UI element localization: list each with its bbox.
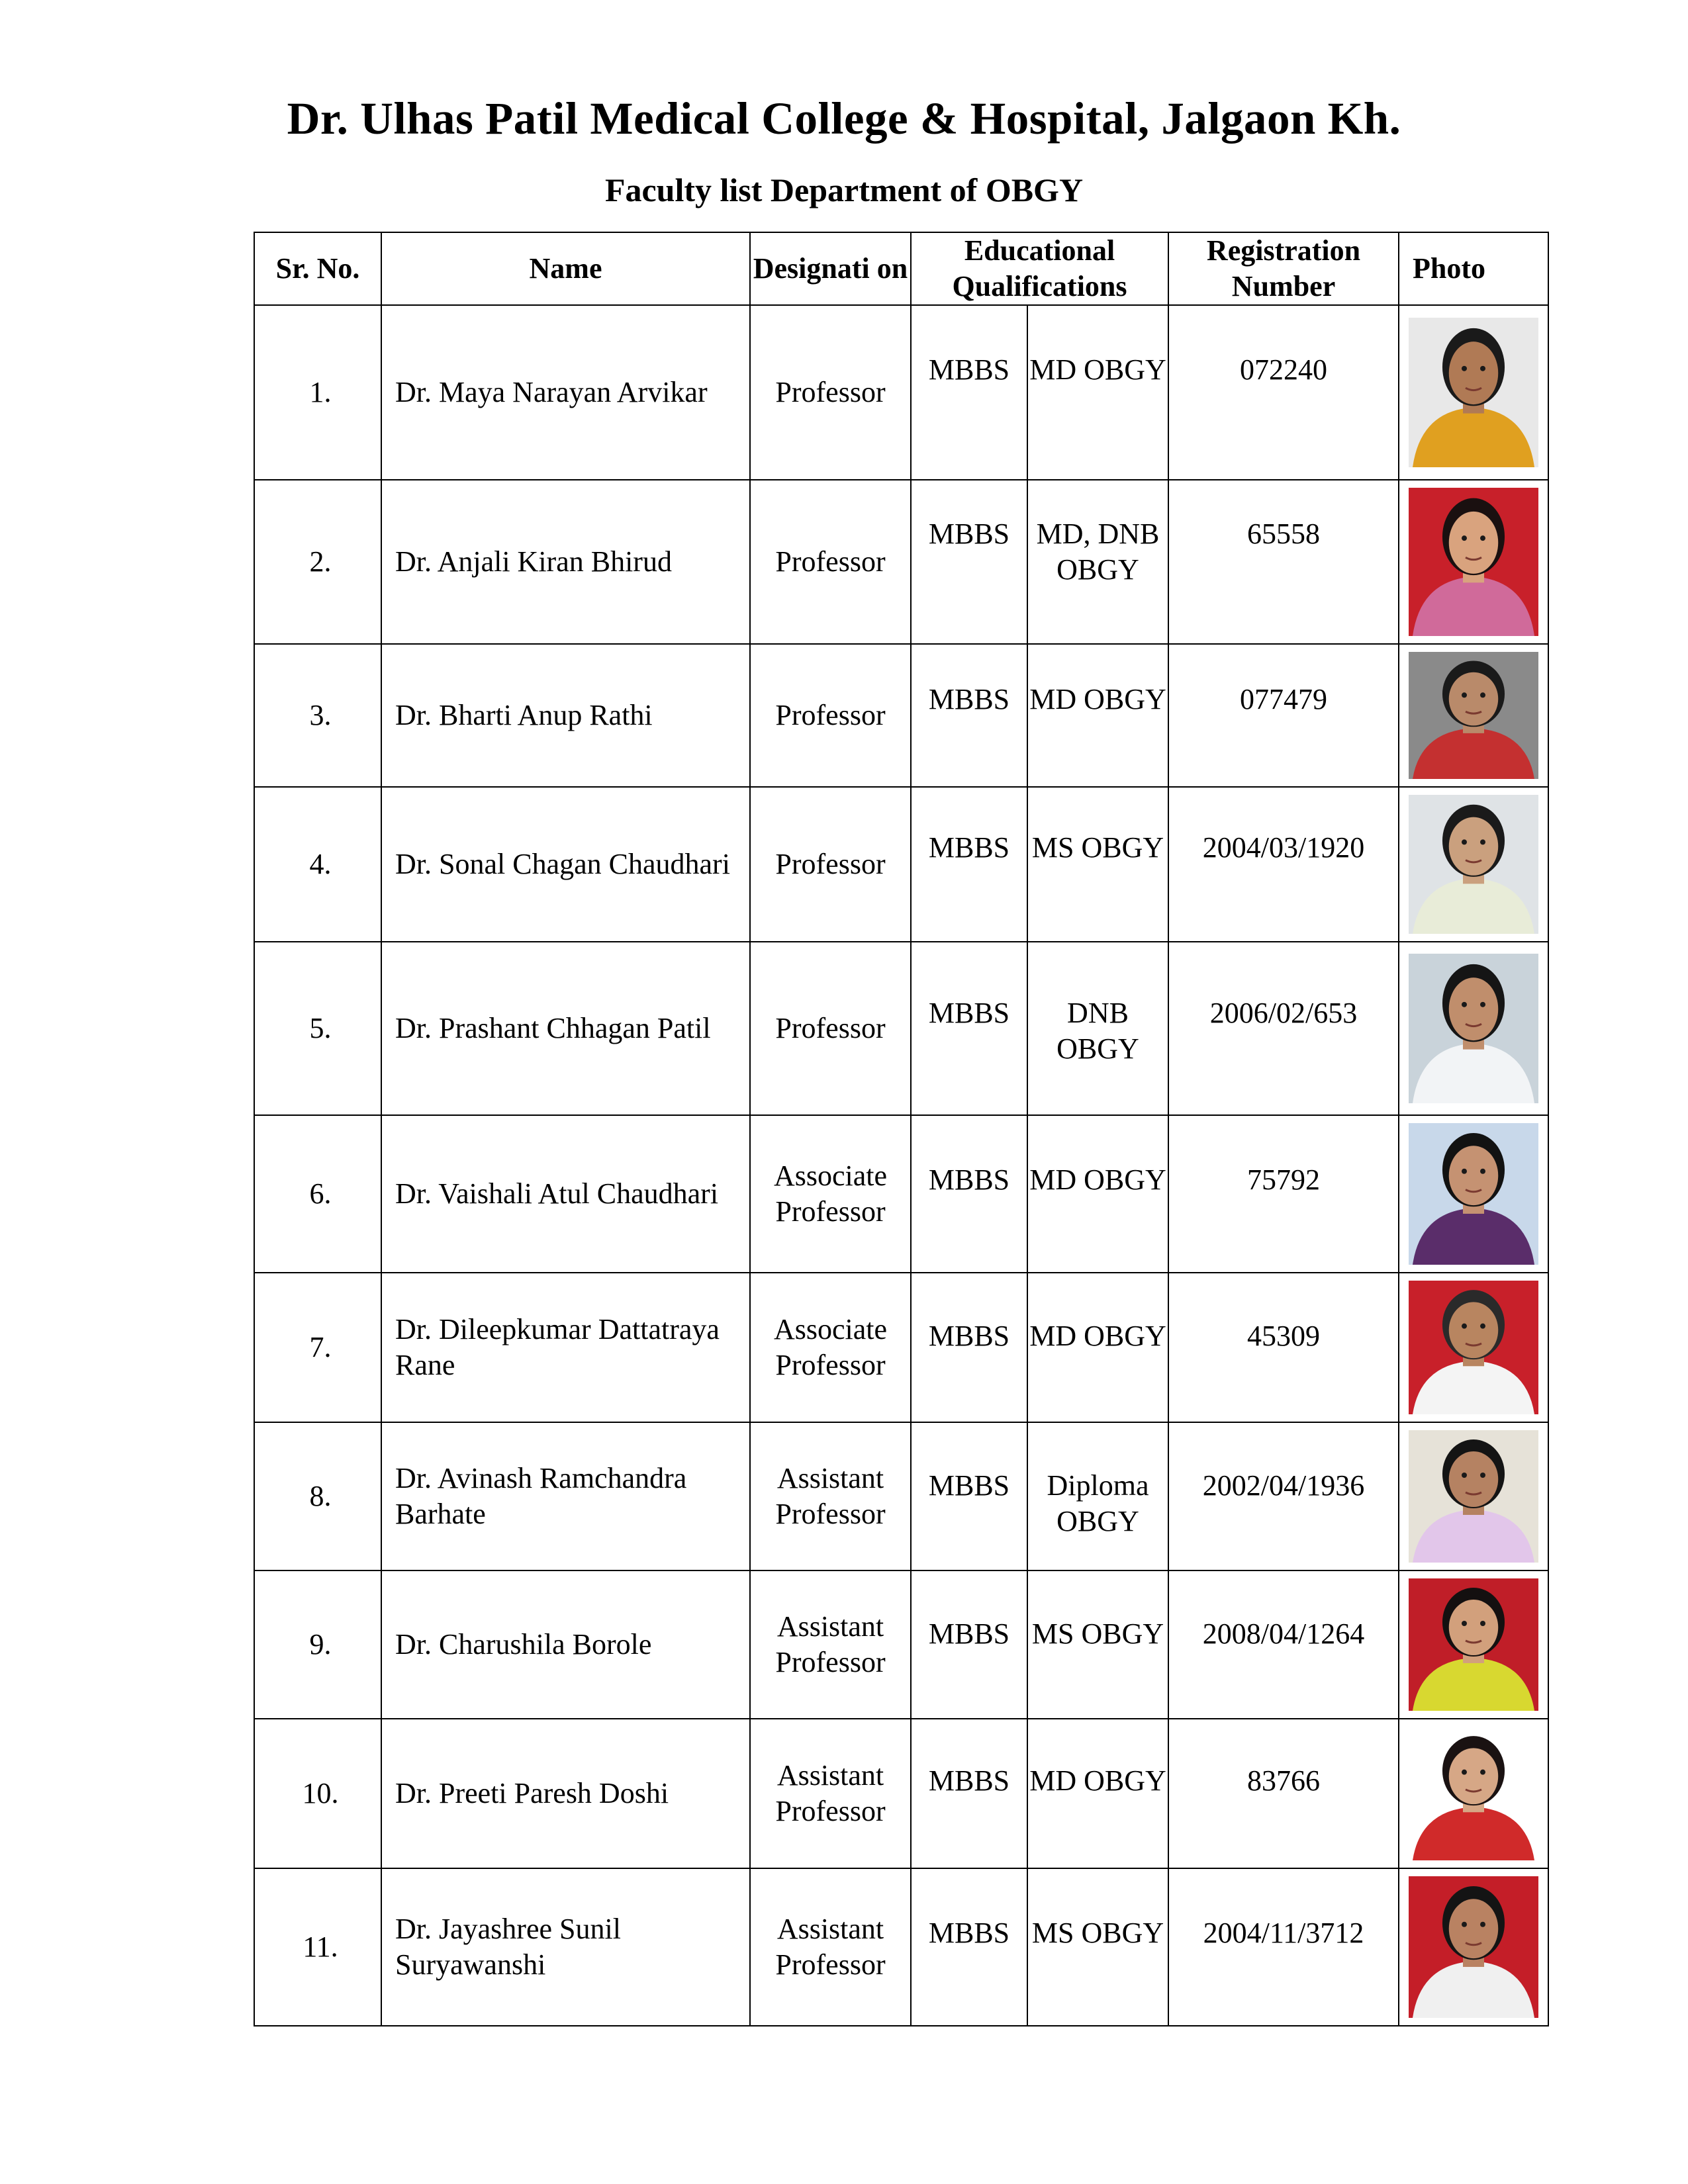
row-sr-no: 11. (254, 1868, 381, 2026)
table-body (254, 305, 1548, 2026)
row-designation: Associate Professor (750, 1115, 911, 1273)
faculty-photo (1409, 1281, 1538, 1414)
row-photo (1399, 480, 1548, 644)
row-photo (1399, 644, 1548, 787)
table-row (254, 1422, 1548, 1570)
row-qualification-secondary: MD OBGY (1027, 1273, 1168, 1422)
row-qualification-secondary: MS OBGY (1027, 1570, 1168, 1719)
row-qualification-secondary: MS OBGY (1027, 787, 1168, 942)
row-qualification-primary: MBBS (911, 305, 1027, 480)
faculty-photo (1409, 1578, 1538, 1711)
row-name: Dr. Anjali Kiran Bhirud (381, 480, 750, 644)
row-registration-number: 2004/03/1920 (1168, 787, 1399, 942)
header-registration: Registration Number (1168, 232, 1399, 305)
faculty-photo (1409, 954, 1538, 1103)
table-row (254, 787, 1548, 942)
faculty-table (254, 232, 1549, 2026)
faculty-photo (1409, 1727, 1538, 1860)
row-designation: Assistant Professor (750, 1570, 911, 1719)
faculty-photo (1409, 1430, 1538, 1563)
row-photo (1399, 305, 1548, 480)
row-registration-number: 2004/11/3712 (1168, 1868, 1399, 2026)
row-designation: Professor (750, 480, 911, 644)
table-row (254, 480, 1548, 644)
row-designation: Assistant Professor (750, 1719, 911, 1868)
row-qualification-secondary: MD OBGY (1027, 644, 1168, 787)
row-sr-no: 3. (254, 644, 381, 787)
page-subtitle: Faculty list Department of OBGY (604, 171, 1084, 208)
row-name: Dr. Preeti Paresh Doshi (381, 1719, 750, 1868)
row-designation: Assistant Professor (750, 1422, 911, 1570)
table-row (254, 1115, 1548, 1273)
row-registration-number: 75792 (1168, 1115, 1399, 1273)
row-qualification-secondary: MS OBGY (1027, 1868, 1168, 2026)
row-name: Dr. Vaishali Atul Chaudhari (381, 1115, 750, 1273)
row-sr-no: 7. (254, 1273, 381, 1422)
row-registration-number: 45309 (1168, 1273, 1399, 1422)
row-registration-number: 2002/04/1936 (1168, 1422, 1399, 1570)
header-photo: Photo (1399, 232, 1548, 305)
table-row (254, 1719, 1548, 1868)
faculty-photo (1409, 318, 1538, 467)
header-designation: Designati on (750, 232, 911, 305)
row-designation: Assistant Professor (750, 1868, 911, 2026)
row-sr-no: 8. (254, 1422, 381, 1570)
row-photo (1399, 1273, 1548, 1422)
row-qualification-secondary: MD OBGY (1027, 305, 1168, 480)
faculty-photo (1409, 652, 1538, 779)
row-qualification-primary: MBBS (911, 1422, 1027, 1570)
row-qualification-primary: MBBS (911, 1570, 1027, 1719)
row-registration-number: 2008/04/1264 (1168, 1570, 1399, 1719)
row-name: Dr. Bharti Anup Rathi (381, 644, 750, 787)
row-photo (1399, 1115, 1548, 1273)
row-name: Dr. Maya Narayan Arvikar (381, 305, 750, 480)
row-name: Dr. Dileepkumar Dattatraya Rane (381, 1273, 750, 1422)
row-designation: Associate Professor (750, 1273, 911, 1422)
row-designation: Professor (750, 305, 911, 480)
table-row (254, 1868, 1548, 2026)
row-name: Dr. Sonal Chagan Chaudhari (381, 787, 750, 942)
row-qualification-primary: MBBS (911, 644, 1027, 787)
row-sr-no: 10. (254, 1719, 381, 1868)
row-name: Dr. Prashant Chhagan Patil (381, 942, 750, 1115)
row-qualification-secondary: MD OBGY (1027, 1115, 1168, 1273)
table-header-row (254, 232, 1548, 305)
faculty-photo (1409, 1123, 1538, 1265)
page-title: Dr. Ulhas Patil Medical College & Hospital, Jalgaon Kh. (287, 93, 1401, 144)
table-row (254, 1273, 1548, 1422)
row-sr-no: 4. (254, 787, 381, 942)
row-name: Dr. Charushila Borole (381, 1570, 750, 1719)
row-registration-number: 077479 (1168, 644, 1399, 787)
row-registration-number: 2006/02/653 (1168, 942, 1399, 1115)
table-row (254, 644, 1548, 787)
row-name: Dr. Jayashree Sunil Suryawanshi (381, 1868, 750, 2026)
row-photo (1399, 942, 1548, 1115)
row-qualification-secondary: MD, DNB OBGY (1027, 480, 1168, 644)
row-registration-number: 65558 (1168, 480, 1399, 644)
faculty-photo (1409, 795, 1538, 934)
row-designation: Professor (750, 644, 911, 787)
row-qualification-primary: MBBS (911, 1115, 1027, 1273)
row-registration-number: 83766 (1168, 1719, 1399, 1868)
row-qualification-secondary: DNB OBGY (1027, 942, 1168, 1115)
row-sr-no: 2. (254, 480, 381, 644)
row-photo (1399, 1570, 1548, 1719)
row-sr-no: 6. (254, 1115, 381, 1273)
row-sr-no: 9. (254, 1570, 381, 1719)
row-sr-no: 1. (254, 305, 381, 480)
table-row (254, 1570, 1548, 1719)
faculty-photo (1409, 1876, 1538, 2018)
row-registration-number: 072240 (1168, 305, 1399, 480)
row-qualification-primary: MBBS (911, 1719, 1027, 1868)
header-name: Name (381, 232, 750, 305)
row-qualification-primary: MBBS (911, 1868, 1027, 2026)
row-designation: Professor (750, 787, 911, 942)
row-photo (1399, 1422, 1548, 1570)
faculty-photo (1409, 488, 1538, 636)
row-qualification-secondary: MD OBGY (1027, 1719, 1168, 1868)
table-row (254, 305, 1548, 480)
row-name: Dr. Avinash Ramchandra Barhate (381, 1422, 750, 1570)
row-sr-no: 5. (254, 942, 381, 1115)
row-qualification-primary: MBBS (911, 942, 1027, 1115)
header-qualifications: Educational Qualifications (911, 232, 1168, 305)
table-row (254, 942, 1548, 1115)
row-qualification-primary: MBBS (911, 1273, 1027, 1422)
row-designation: Professor (750, 942, 911, 1115)
row-qualification-primary: MBBS (911, 480, 1027, 644)
row-qualification-primary: MBBS (911, 787, 1027, 942)
row-photo (1399, 1719, 1548, 1868)
row-photo (1399, 787, 1548, 942)
row-photo (1399, 1868, 1548, 2026)
header-sr-no: Sr. No. (254, 232, 381, 305)
row-qualification-secondary: Diploma OBGY (1027, 1422, 1168, 1570)
